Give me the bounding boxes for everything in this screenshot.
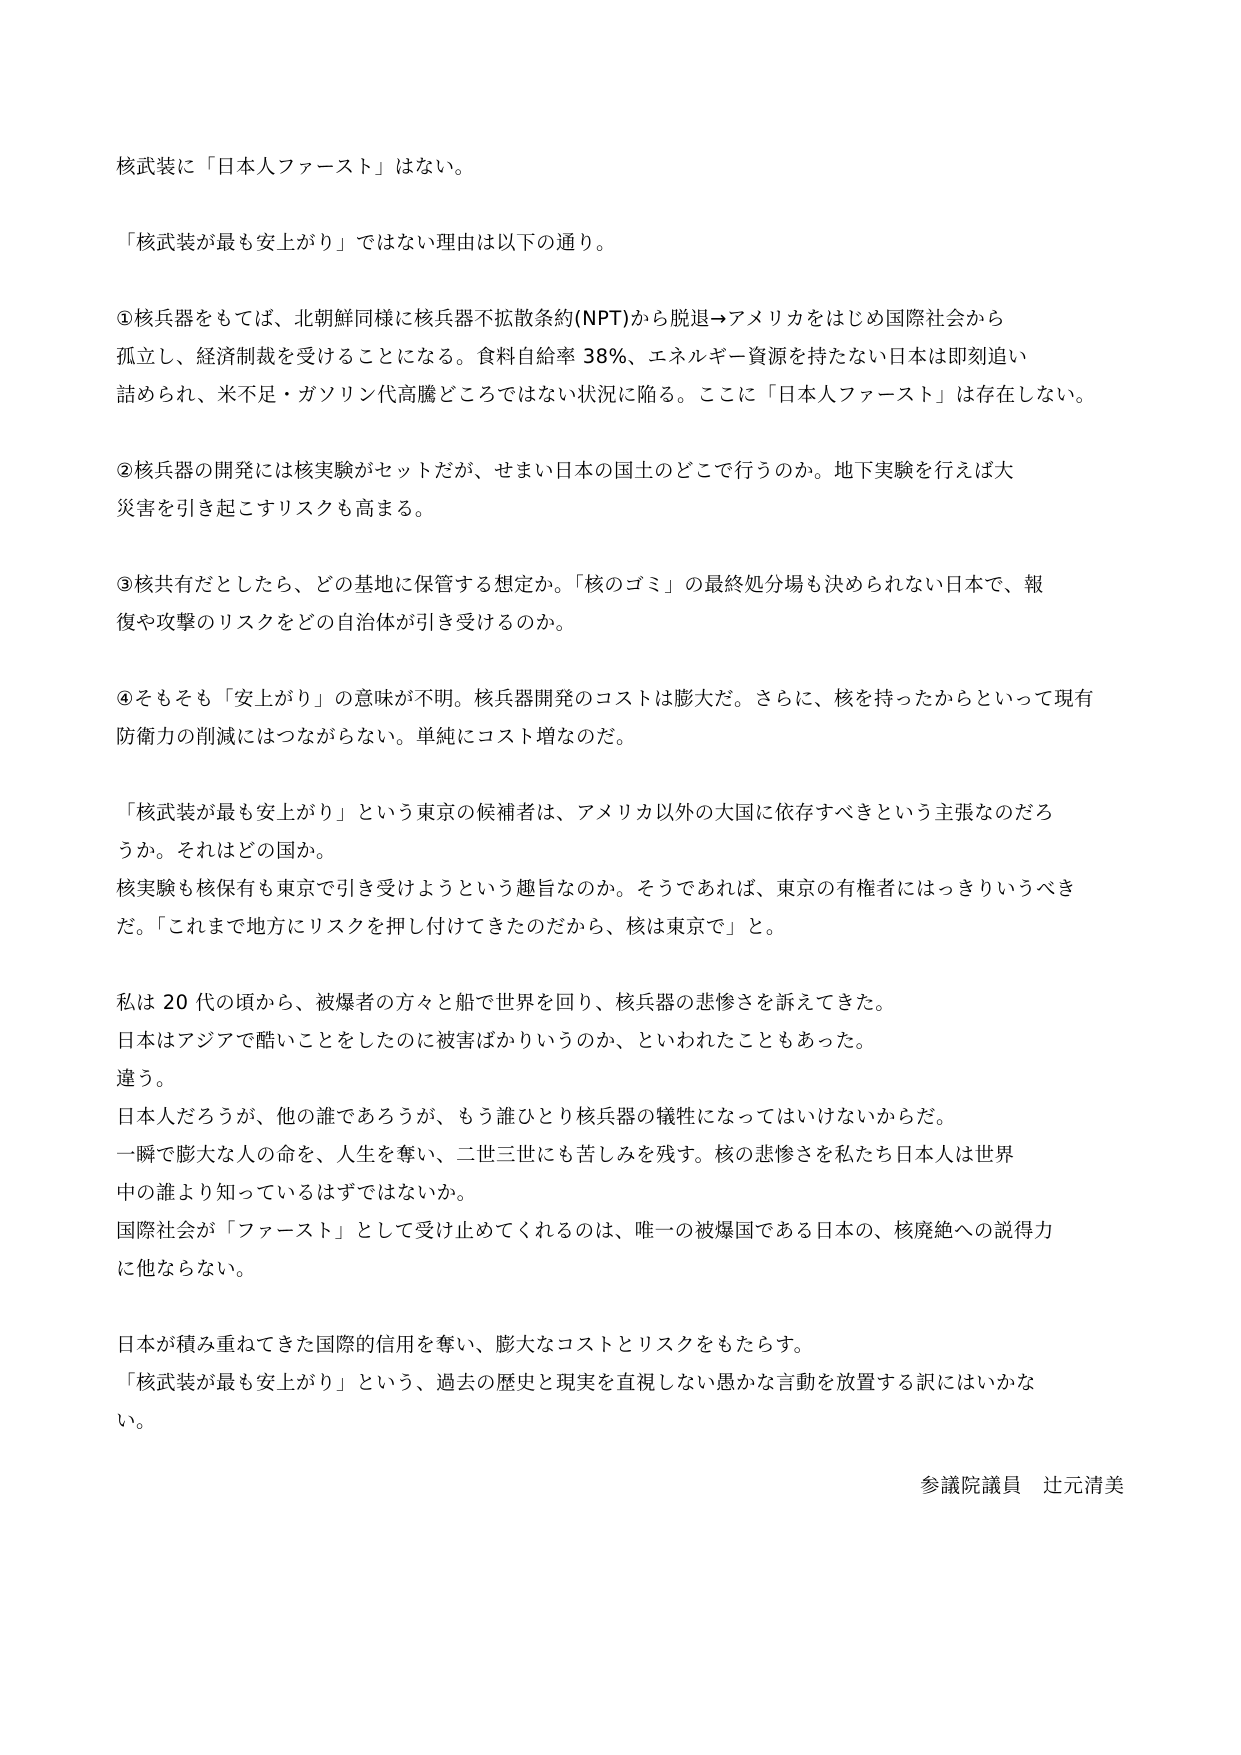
point-1 — [116, 300, 1126, 414]
paragraph-line: い。 — [116, 1409, 157, 1432]
paragraph-line: 違う。 — [116, 1067, 177, 1090]
point-line: 防衛力の削減にはつながらない。単純にコスト増なのだ。 — [116, 725, 637, 748]
paragraph-line: に他ならない。 — [116, 1257, 257, 1280]
point-2 — [116, 452, 1126, 528]
paragraph-line: 中の誰より知っているはずではないか。 — [116, 1181, 477, 1204]
point-4 — [116, 680, 1126, 756]
point-line: 復や攻撃のリスクをどの自治体が引き受けるのか。 — [116, 611, 576, 634]
paragraph-line: 日本人だろうが、他の誰であろうが、もう誰ひとり核兵器の犠牲になってはいけないからだ。 — [116, 1105, 957, 1128]
signature: 参議院議員 辻元清美 — [919, 1474, 1125, 1497]
paragraph-line: 一瞬で膨大な人の命を、人生を奪い、二世三世にも苦しみを残す。核の悲惨さを私たち日本人は世界 — [116, 1143, 1015, 1166]
closing-paragraph — [116, 1326, 1126, 1440]
point-line: ④そもそも「安上がり」の意味が不明。核兵器開発のコストは膨大だ。さらに、核を持ったからといって現有 — [116, 687, 1094, 710]
tokyo-paragraph — [116, 794, 1126, 946]
intro-text: 「核武装が最も安上がり」ではない理由は以下の通り。 — [116, 231, 617, 254]
paragraph-line: 国際社会が「ファースト」として受け止めてくれるのは、唯一の被爆国である日本の、核廃絶への説得力 — [116, 1219, 1054, 1242]
point-line: ③核共有だとしたら、どの基地に保管する想定か。「核のゴミ」の最終処分場も決められない日本で、報 — [116, 573, 1044, 596]
point-line: 災害を引き起こすリスクも高まる。 — [116, 497, 435, 520]
point-line: ①核兵器をもてば、北朝鮮同様に核兵器不拡散条約(NPT)から脱退→アメリカをはじめ国際社会から — [116, 307, 1006, 330]
point-line: 詰められ、米不足・ガソリン代高騰どころではない状況に陥る。ここに「日本人ファースト」は存在しない。 — [116, 383, 1096, 406]
paragraph-line: 「核武装が最も安上がり」という東京の候補者は、アメリカ以外の大国に依存すべきという主張なのだろ — [116, 801, 1055, 824]
paragraph-line: 私は 20 代の頃から、被爆者の方々と船で世界を回り、核兵器の悲惨さを訴えてきた。 — [116, 991, 896, 1014]
paragraph-line: 核実験も核保有も東京で引き受けようという趣旨なのか。そうであれば、東京の有権者にはっきりいうべき — [116, 877, 1077, 900]
point-line: ②核兵器の開発には核実験がセットだが、せまい日本の国土のどこで行うのか。地下実験を行えば大 — [116, 459, 1014, 482]
document-title: 核武装に「日本人ファースト」はない。 — [116, 155, 475, 178]
point-3 — [116, 566, 1126, 642]
point-line: 孤立し、経済制裁を受けることになる。食料自給率 38%、エネルギー資源を持たない日本は即刻追い — [116, 345, 1028, 368]
paragraph-line: 日本はアジアで酷いことをしたのに被害ばかりいうのか、といわれたこともあった。 — [116, 1029, 876, 1052]
paragraph-line: 日本が積み重ねてきた国際的信用を奪い、膨大なコストとリスクをもたらす。 — [116, 1333, 814, 1356]
paragraph-line: うか。それはどの国か。 — [116, 839, 337, 862]
paragraph-line: だ。「これまで地方にリスクを押し付けてきたのだから、核は東京で」と。 — [116, 915, 786, 938]
paragraph-line: 「核武装が最も安上がり」という、過去の歴史と現実を直視しない愚かな言動を放置する訳にはいかな — [116, 1371, 1037, 1394]
document-body — [116, 148, 1126, 1440]
personal-paragraph — [116, 984, 1126, 1288]
